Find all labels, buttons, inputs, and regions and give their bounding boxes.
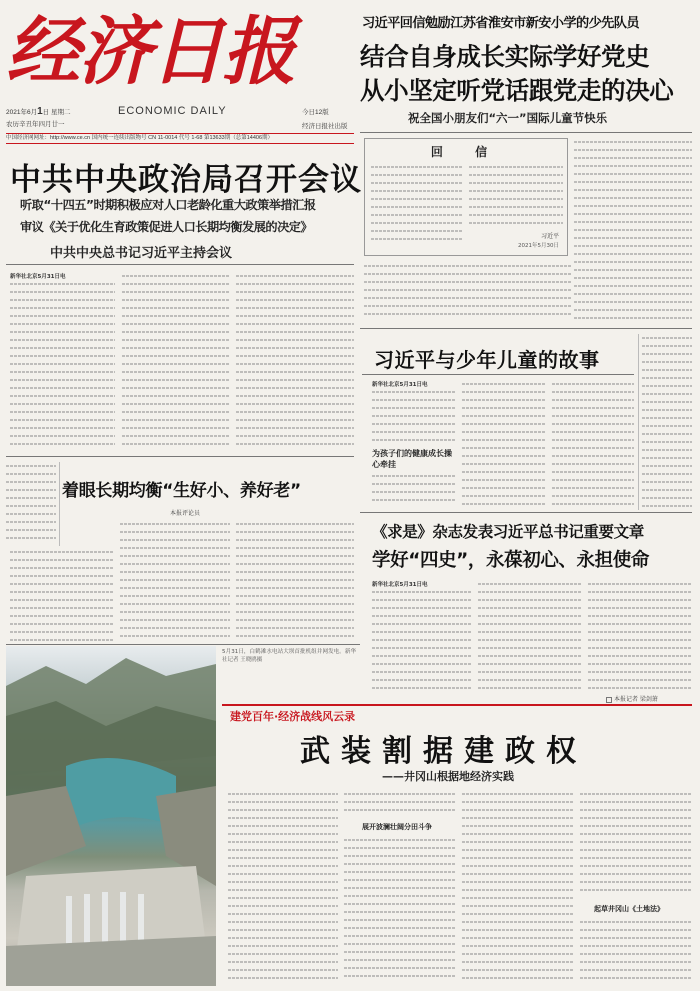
masthead-date — [6, 106, 70, 117]
children-story-sidebar — [638, 334, 692, 510]
series-text-col-1 — [228, 790, 338, 986]
series-text-col-4a — [580, 790, 692, 900]
qiushi-text-col-3 — [588, 580, 692, 692]
reporter-credit — [606, 694, 658, 703]
children-story-subhead: 为孩子们的健康成长操心牵挂 — [372, 449, 452, 469]
page-count: 今日12版 — [302, 109, 329, 116]
divider — [6, 644, 360, 645]
dam-photo-illustration — [6, 646, 216, 986]
series-headline: 武装割据建政权 — [300, 734, 587, 769]
series-text-col-3 — [462, 790, 574, 986]
politburo-subhead-1: 听取“十四五”时期积极应对人口老龄化重大政策举措汇报 — [20, 198, 316, 212]
letter-text-col-1 — [371, 163, 463, 243]
qiushi-headline-1: 《求是》杂志发表习近平总书记重要文章 — [372, 523, 644, 541]
letter-box — [364, 138, 568, 256]
series-text-col-2a — [344, 790, 456, 820]
commentary-headline: 着眼长期均衡“生好小、养好老” — [62, 481, 301, 501]
top-story-text-bottom — [364, 262, 572, 324]
children-story-text-col-1 — [372, 388, 456, 444]
date-year-month: 2021年6月 — [6, 109, 38, 116]
series-subhead: ——井冈山根据地经济实践 — [382, 770, 514, 783]
series-rule — [222, 704, 692, 706]
top-story-text-col-right — [574, 138, 692, 324]
commentary-intro — [6, 462, 60, 546]
english-title: ECONOMIC DAILY — [118, 105, 227, 117]
top-story-headline-2: 从小坚定听党话跟党走的决心 — [360, 76, 674, 105]
letter-text-col-2 — [469, 163, 563, 233]
publication-info-bar: 中国经济网网址：http://www.ce.cn 国内统一连续出版物号 CN 11-0014 代号 1-68 第13633期（总第14406期） — [6, 133, 354, 144]
politburo-headline: 中共中央政治局召开会议 — [10, 162, 362, 198]
children-story-dateline: 新华社北京5月31日电 — [372, 382, 428, 388]
divider — [360, 512, 692, 513]
politburo-subhead-3: 中共中央总书记习近平主持会议 — [50, 246, 233, 261]
commentary-text-col-1 — [10, 548, 114, 644]
date-day: 1 — [37, 106, 43, 117]
series-section-2: 起草井冈山《土地法》 — [594, 905, 664, 913]
commentary-byline: 本报评论员 — [170, 510, 201, 517]
series-text-col-2b — [344, 836, 456, 986]
children-story-headline: 习近平与少年儿童的故事 — [374, 348, 600, 372]
letter-date: 2021年5月30日 — [518, 243, 559, 249]
series-kicker: 建党百年·经济战线风云录 — [230, 710, 356, 723]
date-weekday: 日 星期二 — [42, 109, 71, 116]
divider — [6, 264, 354, 265]
children-story-text-col-3 — [552, 380, 634, 510]
politburo-text-col-1 — [10, 280, 115, 452]
commentary-text-col-2 — [120, 520, 230, 644]
series-text-col-4b — [580, 918, 692, 986]
qiushi-headline-2: 学好“四史”，永葆初心、永担使命 — [372, 550, 649, 571]
series-section-1: 展开波澜壮阔分田斗争 — [362, 823, 432, 831]
letter-title: 回 信 — [430, 145, 502, 159]
politburo-text-col-3 — [236, 272, 354, 452]
publisher: 经济日报社出版 — [302, 123, 348, 130]
politburo-text-col-2 — [122, 272, 230, 452]
letter-signature: 习近平 — [540, 233, 559, 240]
dam-photo — [6, 646, 216, 986]
qiushi-text-col-2 — [478, 580, 582, 692]
children-story-text-col-1b — [372, 472, 456, 510]
photo-caption: 5月31日，白鹤滩水电站大坝首批机组并网发电。新华社记者 王晓鸥摄 — [222, 649, 356, 663]
politburo-dateline: 新华社北京5月31日电 — [10, 274, 66, 280]
children-story-text-col-2 — [462, 380, 546, 510]
qiushi-text-col-1 — [372, 588, 472, 692]
reporter-icon — [606, 697, 612, 703]
reporter-credit-text: 本报记者 梁剑箫 — [614, 696, 658, 703]
divider — [6, 456, 354, 457]
qiushi-dateline: 新华社北京5月31日电 — [372, 582, 428, 588]
lunar-date: 农历辛丑年四月廿一 — [6, 121, 65, 128]
divider — [360, 328, 692, 329]
divider — [360, 132, 692, 133]
top-story-subhead: 祝全国小朋友们“六一”国际儿童节快乐 — [408, 111, 608, 125]
top-story-kicker: 习近平回信勉励江苏省淮安市新安小学的少先队员 — [362, 16, 639, 31]
politburo-subhead-2: 审议《关于优化生育政策促进人口长期均衡发展的决定》 — [20, 220, 313, 234]
divider — [362, 374, 634, 375]
top-story-headline-1: 结合自身成长实际学好党史 — [360, 42, 650, 71]
commentary-text-col-3 — [236, 520, 354, 644]
masthead-logo: 经济日报 — [6, 9, 294, 95]
